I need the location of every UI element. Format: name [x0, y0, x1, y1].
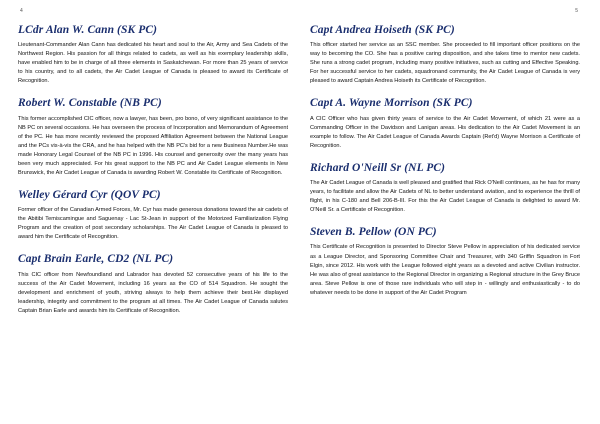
two-column-layout: [18, 24, 582, 327]
award-citation-text: Lieutenant-Commander Alan Cann has dedicated his heart and soul to the Air, Army and Sea Cadets of the Northwest Region. His passion for all things related to cadets, as well as his exemplary leadership skills, have enabled him to be in charge of all three elements in Saskatchewan. For more than 25 years of service to his country, and to all cadets, the Air Cadet League of Canada is pleased to award its Certificate of Recognition.: [18, 42, 288, 85]
award-citation-text: The Air Cadet League of Canada is well pleased and gratified that Rick O'Neill continues, as he has for many years, to facilitate and allow the Air Cadets of NL to better understand aviation, and to experience the thrill of flight, in his C-180 and Bell 206-B-III. For this the Air Cadet League of Canada is delighted to award Mr. O'Neill Sr. a Certificate of Recognition.: [310, 180, 580, 214]
award-entry: [18, 189, 288, 242]
award-entry: [18, 97, 288, 178]
award-recipient-title: LCdr Alan W. Cann (SK PC): [18, 24, 158, 36]
award-recipient-title: Capt A. Wayne Morrison (SK PC): [310, 97, 473, 110]
award-recipient-title: Robert W. Constable (NB PC): [18, 97, 162, 110]
award-entry: [310, 97, 580, 150]
right-column: [310, 24, 580, 327]
award-entry: [310, 24, 580, 86]
award-entry: [310, 162, 580, 215]
award-recipient-title: Steven B. Pellow (ON PC): [310, 226, 437, 239]
award-entry: [18, 253, 288, 315]
award-recipient-title: Capt Brain Earle, CD2 (NL PC): [18, 253, 174, 266]
award-entry: [18, 24, 288, 86]
award-citation-text: Former officer of the Canadian Armed Forces, Mr. Cyr has made generous donations toward the air cadets of the Abitibi Temiscamingue and Saguenay - Lac St-Jean in support of the Motorized Familiarization Flying Program and the creation of post secondary scholarships. The Air Cadet League of Canada is pleased to award him the Certificate of Recognition.: [18, 207, 288, 241]
award-citation-text: This CIC officer from Newfoundland and Labrador has devoted 52 consecutive years of his life to the success of the Air Cadet Movement, including 16 years as the CO of 514 Squadron. He sought the development and enrichment of youth, striving always to help them achieve their best.He displayed leadership, integrity and commitment to the program at all times. The Air Cadet League of Canada salutes Captain Brian Earle and awards him its Certificate of Recognition.: [18, 271, 288, 314]
page-number-right: 5: [575, 8, 578, 14]
award-recipient-title: Richard O'Neill Sr (NL PC): [310, 161, 446, 174]
award-entry: [310, 226, 580, 298]
award-recipient-title: Capt Andrea Hoiseth (SK PC): [310, 24, 455, 36]
left-column: [18, 24, 288, 327]
award-recipient-title: Welley Gérard Cyr (QOV PC): [18, 189, 161, 201]
award-citation-text: This former accomplished CIC officer, now a lawyer, has been, pro bono, of very significant assistance to the NB PC on several occasions. He has overseen the process of Incorporation and Memorandum of Agreement of the PC. He has more recently reviewed the proposed Affiliation Agreement between the National League and the PCs vis-à-vis the CRA, and he has helped with the NB PC's bid for a new Business Number.He was made Honorary Legal Counsel of the NB PC in 1996. His counsel and generosity over the many years has been very much appreciated. For his great support to the NB PC and Air Cadet League elements in New Brunswick, the Air Cadet League of Canada is awarding Robert W. Constable its Certificate of Recognition.: [18, 115, 288, 176]
award-citation-text: This officer started her service as an SSC member. She proceeded to fill important officer positions on the way to becoming the CO. She has a positive caring disposition, and she takes time to mentor new cadets. She runs a strong cadet program, including many positive initiatives, such as cutting and Effective Speaking. For her successful service to her cadets, squadronand community, the Air Cadet League of Canada is very pleased to award Captain Andrea Hoiseth its Certificate of Recognition.: [310, 42, 580, 85]
page-number-left: 4: [20, 8, 23, 14]
award-citation-text: A CIC Officer who has given thirty years of service to the Air Cadet Movement, of which 21 were as a Commanding Officer in the Davidson and Lanigan areas. His dedication to the Air Cadet Movement is an example to follow. The Air Cadet League of Canada Awards Captain (Ret'd) Wayne Morrison a Certificate of Recognition.: [310, 115, 580, 149]
award-citation-text: This Certificate of Recognition is presented to Director Steve Pellow in appreciation of his dedicated service as a League Director, and Sponsoring Committee Chair and Treasurer, with 340 Griffin Squadron in Fort Elgin, since 2012. His work with the League followed eight years as a devoted and active Civilian instructor. He was also of great assistance to the Regional Director in organizing a Regional structure in the Grey Bruce area. Steve Pellow is one of those rare individuals who will step in - willingly and enthusiastically - to do whatever needs to be done in support of the Air Cadet Program: [310, 244, 580, 296]
